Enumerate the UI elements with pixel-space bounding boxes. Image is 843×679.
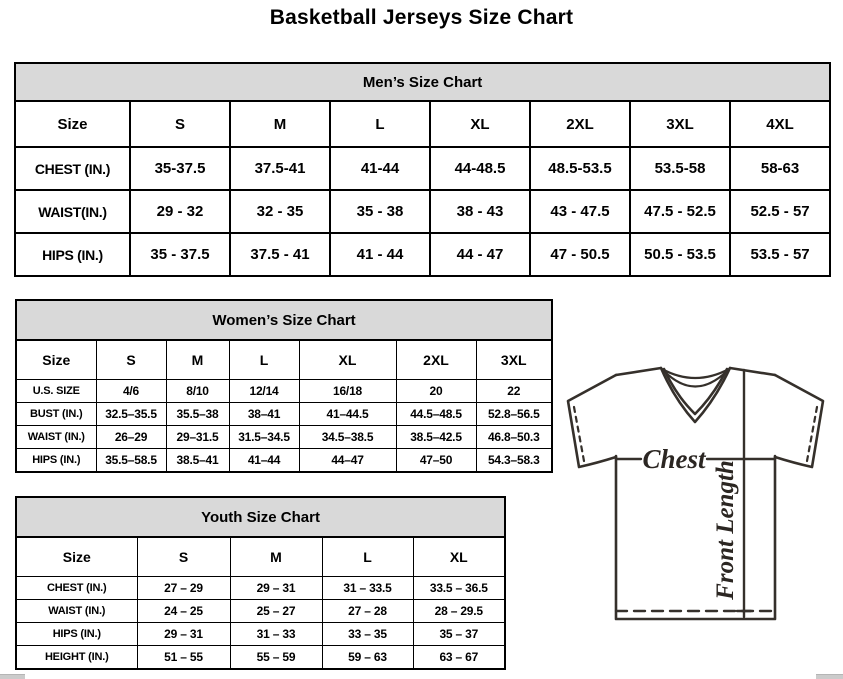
women-size-cell: 54.3–58.3 bbox=[476, 449, 552, 472]
youth-size-cell: 25 – 27 bbox=[230, 600, 322, 623]
women-size-cell: 8/10 bbox=[166, 380, 229, 403]
women-size-cell: 4/6 bbox=[96, 380, 166, 403]
women-row-label: WAIST (IN.) bbox=[16, 426, 96, 449]
men-size-cell: 47 - 50.5 bbox=[530, 233, 630, 276]
women-table-row bbox=[16, 403, 552, 426]
youth-size-cell: 27 – 28 bbox=[322, 600, 413, 623]
youth-col-header-size: Size bbox=[16, 537, 137, 577]
men-size-cell: 43 - 47.5 bbox=[530, 190, 630, 233]
youth-col-header-m: M bbox=[230, 537, 322, 577]
youth-chart-title: Youth Size Chart bbox=[16, 497, 505, 537]
men-col-header-2xl: 2XL bbox=[530, 101, 630, 147]
youth-row-label: CHEST (IN.) bbox=[16, 577, 137, 600]
men-size-cell: 52.5 - 57 bbox=[730, 190, 830, 233]
men-size-cell: 47.5 - 52.5 bbox=[630, 190, 730, 233]
youth-table-row bbox=[16, 577, 505, 600]
youth-size-cell: 63 – 67 bbox=[413, 646, 505, 669]
women-size-cell: 29–31.5 bbox=[166, 426, 229, 449]
women-size-cell: 41–44.5 bbox=[299, 403, 396, 426]
women-size-cell: 31.5–34.5 bbox=[229, 426, 299, 449]
men-size-cell: 44 - 47 bbox=[430, 233, 530, 276]
women-col-header-2xl: 2XL bbox=[396, 340, 476, 380]
men-col-header-l: L bbox=[330, 101, 430, 147]
front-length-label: Front Length bbox=[712, 460, 739, 600]
youth-size-cell: 59 – 63 bbox=[322, 646, 413, 669]
youth-size-cell: 27 – 29 bbox=[137, 577, 230, 600]
men-col-header-s: S bbox=[130, 101, 230, 147]
youth-size-table bbox=[15, 496, 506, 670]
women-row-label: U.S. SIZE bbox=[16, 380, 96, 403]
men-size-cell: 48.5-53.5 bbox=[530, 147, 630, 190]
women-col-header-xl: XL bbox=[299, 340, 396, 380]
women-col-header-l: L bbox=[229, 340, 299, 380]
men-size-cell: 53.5 - 57 bbox=[730, 233, 830, 276]
youth-size-cell: 29 – 31 bbox=[137, 623, 230, 646]
youth-size-cell: 33 – 35 bbox=[322, 623, 413, 646]
women-size-cell: 41–44 bbox=[229, 449, 299, 472]
women-size-cell: 52.8–56.5 bbox=[476, 403, 552, 426]
front-length-measure-line bbox=[737, 370, 751, 617]
men-size-cell: 44-48.5 bbox=[430, 147, 530, 190]
men-row-label: HIPS (IN.) bbox=[15, 233, 130, 276]
youth-size-cell: 33.5 – 36.5 bbox=[413, 577, 505, 600]
men-row-label: WAIST(IN.) bbox=[15, 190, 130, 233]
women-size-cell: 20 bbox=[396, 380, 476, 403]
youth-size-cell: 31 – 33 bbox=[230, 623, 322, 646]
women-chart-title: Women’s Size Chart bbox=[16, 300, 552, 340]
men-size-cell: 41-44 bbox=[330, 147, 430, 190]
women-size-cell: 35.5–38 bbox=[166, 403, 229, 426]
jersey-shoulder-right bbox=[730, 368, 775, 375]
mens-size-table bbox=[14, 62, 831, 277]
youth-table-row bbox=[16, 646, 505, 669]
jersey-body-outline bbox=[616, 456, 775, 619]
women-size-cell: 44.5–48.5 bbox=[396, 403, 476, 426]
men-size-cell: 35-37.5 bbox=[130, 147, 230, 190]
women-size-cell: 26–29 bbox=[96, 426, 166, 449]
youth-table-row bbox=[16, 623, 505, 646]
youth-col-header-l: L bbox=[322, 537, 413, 577]
men-row-label: CHEST (IN.) bbox=[15, 147, 130, 190]
youth-row-label: WAIST (IN.) bbox=[16, 600, 137, 623]
women-col-header-size: Size bbox=[16, 340, 96, 380]
women-row-label: BUST (IN.) bbox=[16, 403, 96, 426]
men-size-cell: 50.5 - 53.5 bbox=[630, 233, 730, 276]
youth-table-row bbox=[16, 600, 505, 623]
men-size-cell: 37.5-41 bbox=[230, 147, 330, 190]
women-size-cell: 38.5–41 bbox=[166, 449, 229, 472]
women-col-header-s: S bbox=[96, 340, 166, 380]
youth-size-cell: 28 – 29.5 bbox=[413, 600, 505, 623]
women-size-cell: 22 bbox=[476, 380, 552, 403]
men-size-cell: 41 - 44 bbox=[330, 233, 430, 276]
men-chart-title: Men’s Size Chart bbox=[15, 63, 830, 101]
youth-col-header-xl: XL bbox=[413, 537, 505, 577]
youth-row-label: HIPS (IN.) bbox=[16, 623, 137, 646]
men-col-header-m: M bbox=[230, 101, 330, 147]
men-size-cell: 29 - 32 bbox=[130, 190, 230, 233]
women-row-label: HIPS (IN.) bbox=[16, 449, 96, 472]
jersey-measurement-diagram bbox=[556, 356, 843, 634]
women-size-cell: 38.5–42.5 bbox=[396, 426, 476, 449]
men-col-header-xl: XL bbox=[430, 101, 530, 147]
men-size-cell: 53.5-58 bbox=[630, 147, 730, 190]
women-size-cell: 44–47 bbox=[299, 449, 396, 472]
men-size-cell: 35 - 38 bbox=[330, 190, 430, 233]
men-col-header-3xl: 3XL bbox=[630, 101, 730, 147]
women-size-cell: 32.5–35.5 bbox=[96, 403, 166, 426]
men-table-row bbox=[15, 233, 830, 276]
men-table-row bbox=[15, 147, 830, 190]
youth-size-cell: 31 – 33.5 bbox=[322, 577, 413, 600]
youth-size-cell: 55 – 59 bbox=[230, 646, 322, 669]
women-table-row bbox=[16, 380, 552, 403]
women-size-cell: 16/18 bbox=[299, 380, 396, 403]
youth-size-cell: 29 – 31 bbox=[230, 577, 322, 600]
women-size-cell: 12/14 bbox=[229, 380, 299, 403]
youth-col-header-s: S bbox=[137, 537, 230, 577]
women-col-header-3xl: 3XL bbox=[476, 340, 552, 380]
youth-size-cell: 51 – 55 bbox=[137, 646, 230, 669]
chest-label: Chest bbox=[642, 444, 706, 474]
cropped-element-bottom-left bbox=[0, 674, 25, 679]
youth-size-cell: 24 – 25 bbox=[137, 600, 230, 623]
men-size-cell: 38 - 43 bbox=[430, 190, 530, 233]
women-size-cell: 35.5–58.5 bbox=[96, 449, 166, 472]
jersey-sleeve-left bbox=[568, 375, 616, 467]
women-table-row bbox=[16, 426, 552, 449]
women-table-row bbox=[16, 449, 552, 472]
men-col-header-4xl: 4XL bbox=[730, 101, 830, 147]
jersey-sleeve-right bbox=[775, 375, 823, 467]
youth-row-label: HEIGHT (IN.) bbox=[16, 646, 137, 669]
women-size-cell: 38–41 bbox=[229, 403, 299, 426]
men-size-cell: 37.5 - 41 bbox=[230, 233, 330, 276]
men-size-cell: 58-63 bbox=[730, 147, 830, 190]
men-col-header-size: Size bbox=[15, 101, 130, 147]
men-size-cell: 35 - 37.5 bbox=[130, 233, 230, 276]
women-col-header-m: M bbox=[166, 340, 229, 380]
jersey-shoulder-left bbox=[616, 368, 661, 375]
women-size-cell: 34.5–38.5 bbox=[299, 426, 396, 449]
page-title: Basketball Jerseys Size Chart bbox=[269, 6, 574, 29]
women-size-cell: 47–50 bbox=[396, 449, 476, 472]
men-table-row bbox=[15, 190, 830, 233]
youth-size-cell: 35 – 37 bbox=[413, 623, 505, 646]
women-size-cell: 46.8–50.3 bbox=[476, 426, 552, 449]
men-size-cell: 32 - 35 bbox=[230, 190, 330, 233]
cropped-element-bottom-right bbox=[816, 674, 843, 679]
womens-size-table bbox=[15, 299, 553, 473]
